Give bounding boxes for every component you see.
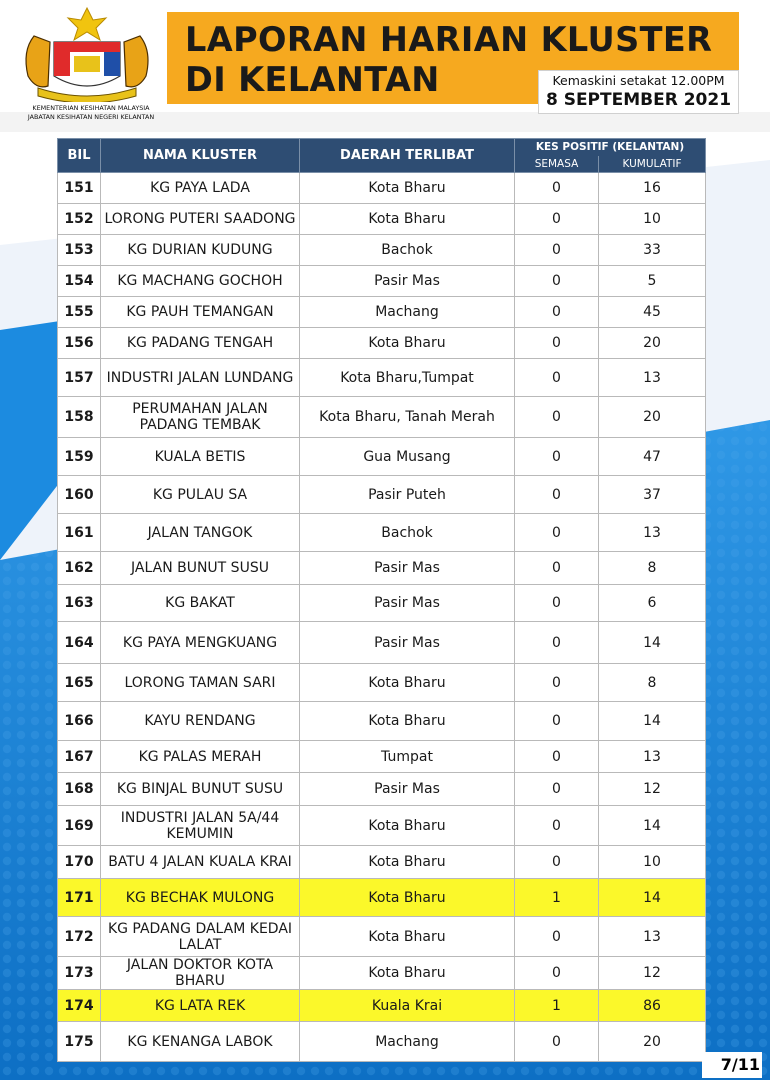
update-note: Kemaskini setakat 12.00PM <box>552 73 725 88</box>
active-cases: 0 <box>515 235 599 266</box>
table-row <box>58 297 706 328</box>
cumulative-cases: 8 <box>599 664 706 702</box>
row-number: 166 <box>58 702 101 741</box>
table-row <box>58 397 706 438</box>
cumulative-cases: 20 <box>599 328 706 359</box>
cluster-name: KG PAYA MENGKUANG <box>101 622 300 664</box>
district: Pasir Mas <box>300 773 515 806</box>
row-number: 163 <box>58 585 101 622</box>
row-number: 151 <box>58 173 101 204</box>
table-row <box>58 204 706 235</box>
district: Kota Bharu <box>300 328 515 359</box>
page-title-line2: DI KELANTAN <box>185 60 440 99</box>
district: Bachok <box>300 235 515 266</box>
header-district: DAERAH TERLIBAT <box>300 139 515 173</box>
cluster-name: KUALA BETIS <box>101 438 300 476</box>
district: Pasir Mas <box>300 552 515 585</box>
cumulative-cases: 20 <box>599 1022 706 1062</box>
cluster-name: KG BECHAK MULONG <box>101 879 300 917</box>
header-bil: BIL <box>58 139 101 173</box>
district: Kota Bharu <box>300 664 515 702</box>
active-cases: 0 <box>515 297 599 328</box>
district: Pasir Mas <box>300 585 515 622</box>
row-number: 152 <box>58 204 101 235</box>
cluster-name: PERUMAHAN JALAN PADANG TEMBAK <box>101 397 300 438</box>
active-cases: 0 <box>515 846 599 879</box>
cumulative-cases: 20 <box>599 397 706 438</box>
district: Kota Bharu <box>300 957 515 990</box>
active-cases: 0 <box>515 514 599 552</box>
header-positive-cases: KES POSITIF (KELANTAN) <box>515 139 706 157</box>
cumulative-cases: 12 <box>599 957 706 990</box>
active-cases: 0 <box>515 204 599 235</box>
district: Tumpat <box>300 741 515 773</box>
row-number: 156 <box>58 328 101 359</box>
table-row <box>58 622 706 664</box>
cumulative-cases: 14 <box>599 806 706 846</box>
active-cases: 1 <box>515 990 599 1022</box>
cumulative-cases: 14 <box>599 879 706 917</box>
active-cases: 0 <box>515 438 599 476</box>
district: Kota Bharu, Tanah Merah <box>300 397 515 438</box>
district: Kota Bharu <box>300 702 515 741</box>
cluster-name: KAYU RENDANG <box>101 702 300 741</box>
district: Kota Bharu <box>300 879 515 917</box>
row-number: 171 <box>58 879 101 917</box>
district: Pasir Mas <box>300 266 515 297</box>
active-cases: 0 <box>515 741 599 773</box>
active-cases: 0 <box>515 622 599 664</box>
table-row <box>58 328 706 359</box>
cluster-name: BATU 4 JALAN KUALA KRAI <box>101 846 300 879</box>
row-number: 172 <box>58 917 101 957</box>
cumulative-cases: 14 <box>599 622 706 664</box>
cumulative-cases: 13 <box>599 741 706 773</box>
district: Kota Bharu <box>300 173 515 204</box>
cluster-name: JALAN BUNUT SUSU <box>101 552 300 585</box>
header-cumulative: KUMULATIF <box>599 156 706 173</box>
cluster-name: KG DURIAN KUDUNG <box>101 235 300 266</box>
district: Kota Bharu <box>300 846 515 879</box>
table-row <box>58 476 706 514</box>
row-number: 161 <box>58 514 101 552</box>
cumulative-cases: 13 <box>599 514 706 552</box>
cluster-name: KG BINJAL BUNUT SUSU <box>101 773 300 806</box>
row-number: 154 <box>58 266 101 297</box>
table-row <box>58 702 706 741</box>
state-crest-logo <box>14 6 160 102</box>
cluster-name: INDUSTRI JALAN 5A/44 KEMUMIN <box>101 806 300 846</box>
district: Kota Bharu,Tumpat <box>300 359 515 397</box>
cumulative-cases: 16 <box>599 173 706 204</box>
district: Gua Musang <box>300 438 515 476</box>
table-row <box>58 957 706 990</box>
cluster-name: INDUSTRI JALAN LUNDANG <box>101 359 300 397</box>
header-active: SEMASA <box>515 156 599 173</box>
page-number: 7/11 <box>702 1052 762 1078</box>
header-cluster-name: NAMA KLUSTER <box>101 139 300 173</box>
active-cases: 0 <box>515 328 599 359</box>
row-number: 153 <box>58 235 101 266</box>
page-title-line1: LAPORAN HARIAN KLUSTER <box>185 20 713 59</box>
update-info-box <box>538 70 739 114</box>
active-cases: 0 <box>515 552 599 585</box>
row-number: 175 <box>58 1022 101 1062</box>
row-number: 160 <box>58 476 101 514</box>
cluster-name: JALAN TANGOK <box>101 514 300 552</box>
cumulative-cases: 45 <box>599 297 706 328</box>
cumulative-cases: 8 <box>599 552 706 585</box>
table-row <box>58 846 706 879</box>
active-cases: 0 <box>515 266 599 297</box>
row-number: 155 <box>58 297 101 328</box>
row-number: 173 <box>58 957 101 990</box>
district: Kota Bharu <box>300 917 515 957</box>
cluster-name: LORONG TAMAN SARI <box>101 664 300 702</box>
table-row <box>58 1022 706 1062</box>
table-row <box>58 917 706 957</box>
cluster-name: JALAN DOKTOR KOTA BHARU <box>101 957 300 990</box>
active-cases: 0 <box>515 585 599 622</box>
active-cases: 0 <box>515 1022 599 1062</box>
active-cases: 0 <box>515 664 599 702</box>
cluster-name: KG LATA REK <box>101 990 300 1022</box>
row-number: 165 <box>58 664 101 702</box>
cumulative-cases: 47 <box>599 438 706 476</box>
row-number: 164 <box>58 622 101 664</box>
row-number: 174 <box>58 990 101 1022</box>
table-row <box>58 741 706 773</box>
row-number: 157 <box>58 359 101 397</box>
district: Kuala Krai <box>300 990 515 1022</box>
cluster-table <box>57 138 706 1062</box>
table-row <box>58 359 706 397</box>
row-number: 169 <box>58 806 101 846</box>
ministry-text <box>6 104 176 122</box>
cumulative-cases: 33 <box>599 235 706 266</box>
table-row <box>58 438 706 476</box>
cumulative-cases: 6 <box>599 585 706 622</box>
cumulative-cases: 37 <box>599 476 706 514</box>
active-cases: 0 <box>515 773 599 806</box>
row-number: 158 <box>58 397 101 438</box>
district: Bachok <box>300 514 515 552</box>
cluster-table-body <box>58 173 706 1062</box>
cluster-name: KG PADANG TENGAH <box>101 328 300 359</box>
cluster-name: KG PAUH TEMANGAN <box>101 297 300 328</box>
table-row <box>58 664 706 702</box>
cluster-name: KG PADANG DALAM KEDAI LALAT <box>101 917 300 957</box>
active-cases: 0 <box>515 476 599 514</box>
active-cases: 0 <box>515 173 599 204</box>
table-row <box>58 773 706 806</box>
table-row <box>58 806 706 846</box>
cumulative-cases: 12 <box>599 773 706 806</box>
table-row <box>58 585 706 622</box>
cluster-name: KG PAYA LADA <box>101 173 300 204</box>
district: Kota Bharu <box>300 806 515 846</box>
table-row <box>58 266 706 297</box>
cumulative-cases: 13 <box>599 917 706 957</box>
row-number: 170 <box>58 846 101 879</box>
cluster-name: KG BAKAT <box>101 585 300 622</box>
cumulative-cases: 13 <box>599 359 706 397</box>
row-number: 162 <box>58 552 101 585</box>
cumulative-cases: 5 <box>599 266 706 297</box>
active-cases: 0 <box>515 359 599 397</box>
cluster-name: KG PULAU SA <box>101 476 300 514</box>
cluster-name: KG MACHANG GOCHOH <box>101 266 300 297</box>
active-cases: 0 <box>515 806 599 846</box>
district: Pasir Mas <box>300 622 515 664</box>
active-cases: 0 <box>515 702 599 741</box>
district: Machang <box>300 1022 515 1062</box>
active-cases: 0 <box>515 917 599 957</box>
table-row <box>58 990 706 1022</box>
district: Machang <box>300 297 515 328</box>
cumulative-cases: 86 <box>599 990 706 1022</box>
district: Kota Bharu <box>300 204 515 235</box>
cumulative-cases: 10 <box>599 204 706 235</box>
row-number: 167 <box>58 741 101 773</box>
table-row <box>58 235 706 266</box>
ministry-line1: KEMENTERIAN KESIHATAN MALAYSIA <box>32 104 150 112</box>
table-row <box>58 514 706 552</box>
cumulative-cases: 10 <box>599 846 706 879</box>
cluster-name: LORONG PUTERI SAADONG <box>101 204 300 235</box>
table-row <box>58 879 706 917</box>
active-cases: 1 <box>515 879 599 917</box>
table-row <box>58 173 706 204</box>
district: Pasir Puteh <box>300 476 515 514</box>
ministry-line2: JABATAN KESIHATAN NEGERI KELANTAN <box>27 113 155 121</box>
row-number: 168 <box>58 773 101 806</box>
cumulative-cases: 14 <box>599 702 706 741</box>
active-cases: 0 <box>515 957 599 990</box>
cluster-name: KG KENANGA LABOK <box>101 1022 300 1062</box>
row-number: 159 <box>58 438 101 476</box>
update-date: 8 SEPTEMBER 2021 <box>545 90 732 110</box>
active-cases: 0 <box>515 397 599 438</box>
table-row <box>58 552 706 585</box>
cluster-name: KG PALAS MERAH <box>101 741 300 773</box>
